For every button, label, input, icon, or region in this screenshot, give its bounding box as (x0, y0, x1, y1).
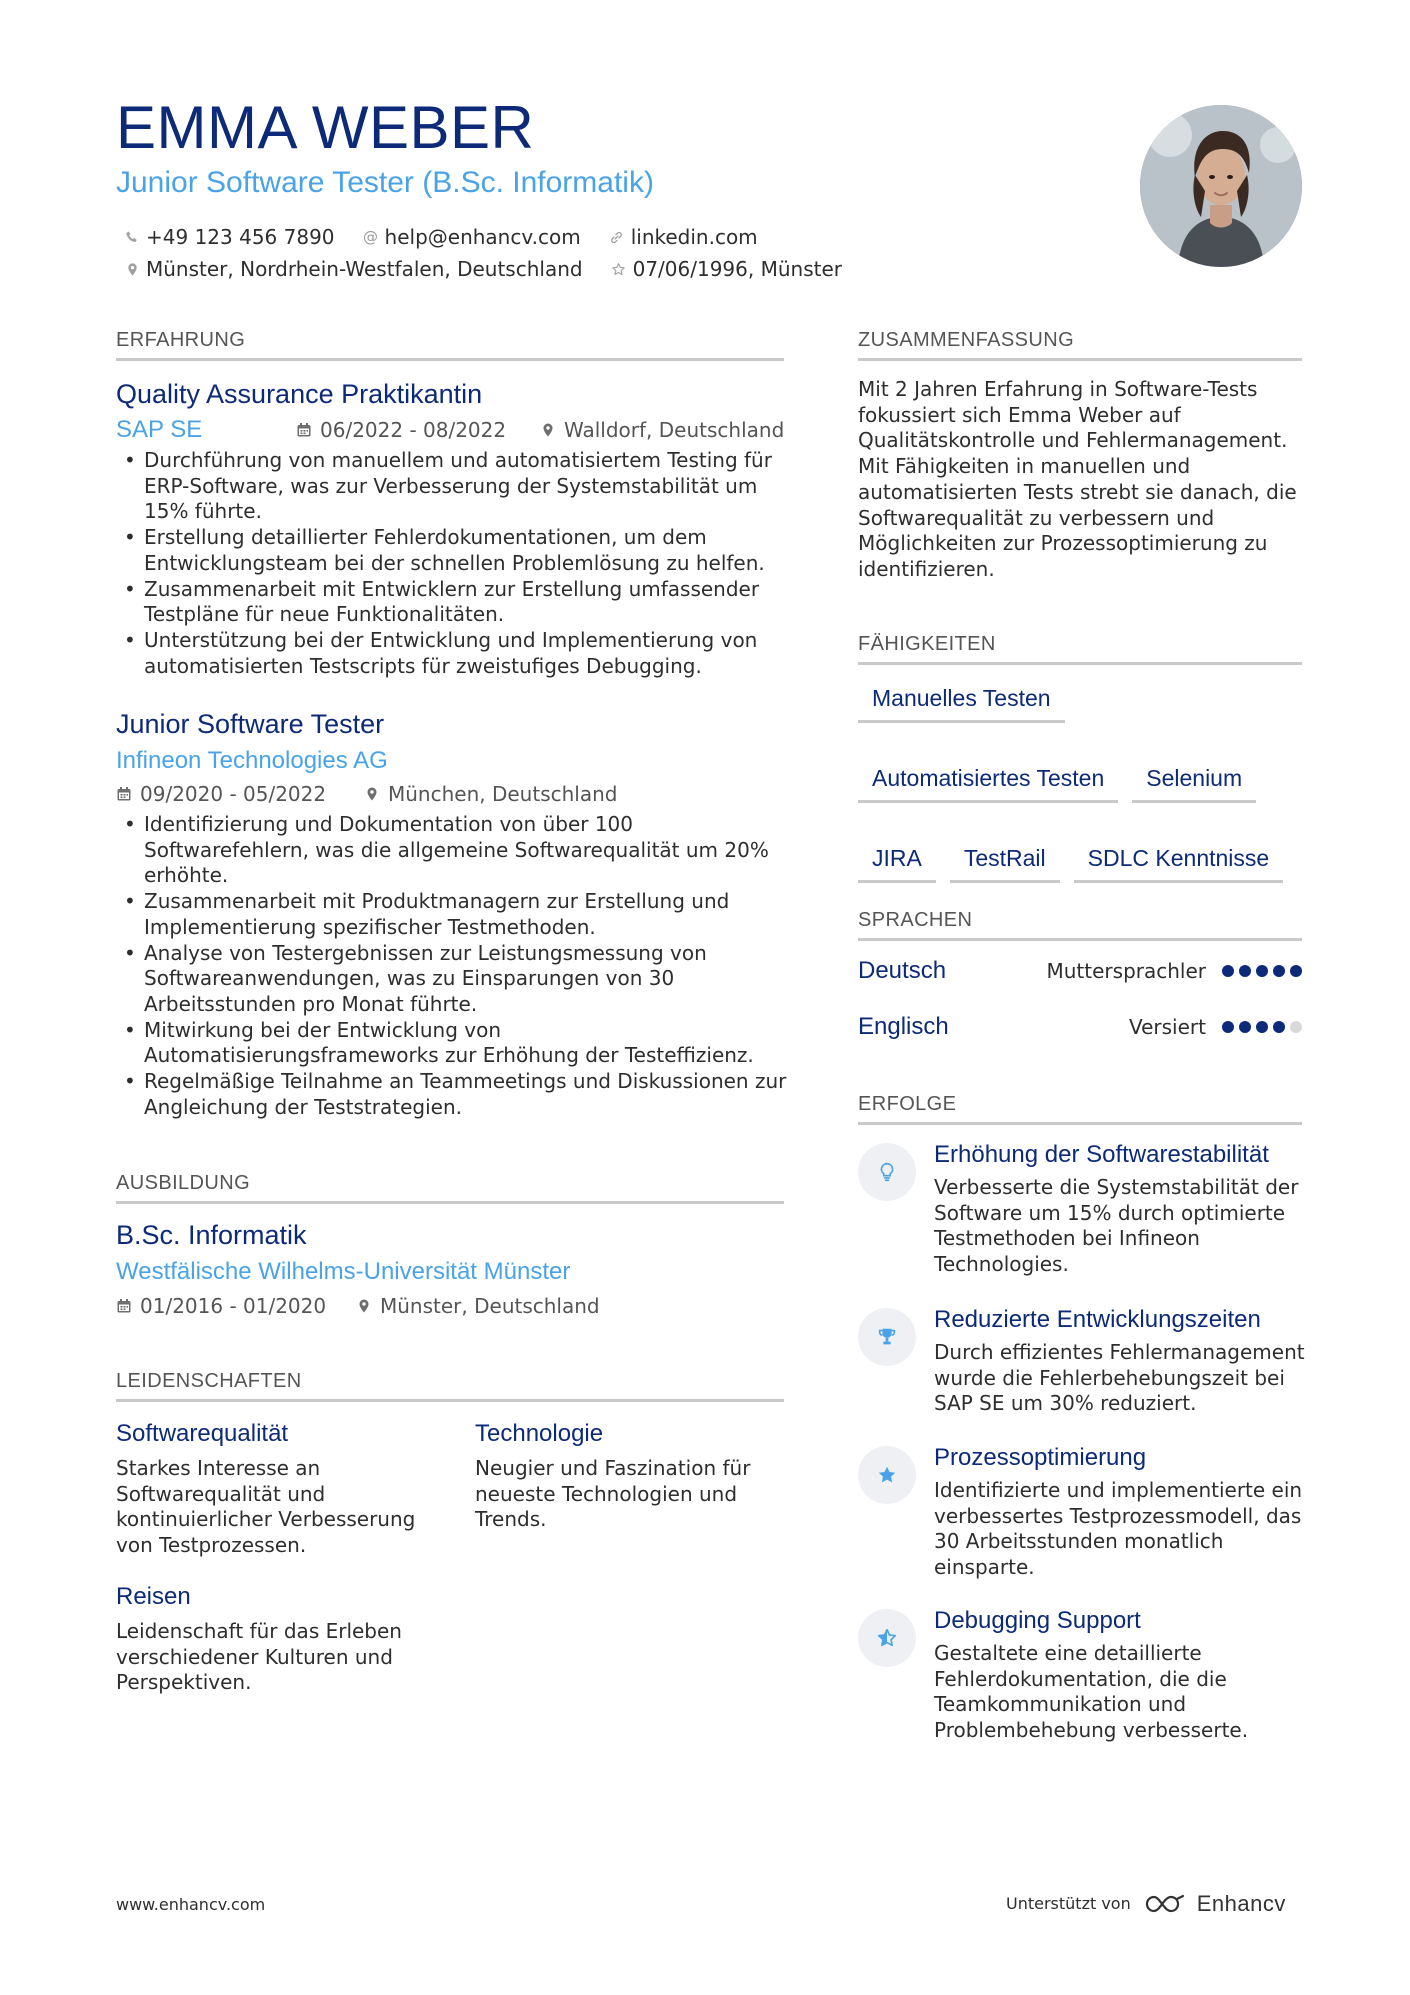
rating-dot (1273, 965, 1285, 977)
language-name: Englisch (858, 1013, 949, 1040)
rating-dot (1239, 1021, 1251, 1033)
contact-location (124, 259, 583, 279)
section-heading-passions: LEIDENSCHAFTEN (116, 1371, 784, 1402)
contact-website[interactable] (609, 227, 758, 247)
section-heading-education: AUSBILDUNG (116, 1173, 784, 1204)
location-pin-icon (124, 261, 140, 277)
calendar-icon (116, 786, 132, 802)
avatar (1140, 105, 1302, 267)
passion-item (116, 1585, 436, 1696)
list-item: • Mitwirkung bei der Entwicklung von Automatisierungsframeworks zur Erhöhung der Testeffizienz. (116, 1018, 796, 1069)
rating-dot (1273, 1021, 1285, 1033)
job-bullets (116, 448, 796, 679)
passion-title: Softwarequalität (116, 1420, 289, 1447)
trophy-icon (858, 1308, 916, 1366)
contact-email[interactable] (363, 227, 581, 247)
passion-text: Leidenschaft für das Erleben verschiedener Kulturen und Perspektiven. (116, 1619, 402, 1695)
education-location (356, 1296, 600, 1316)
list-item: • Durchführung von manuellem und automatisiertem Testing für ERP-Software, was zur Verbesserung der Systemstabilität um 15% führte. (116, 448, 796, 525)
rating-dot (1222, 1021, 1234, 1033)
contact-row-1 (124, 227, 758, 247)
job-title: Junior Software Tester (116, 709, 385, 739)
star-outline-icon (611, 261, 627, 277)
achievement-item (858, 1446, 1308, 1586)
language-name: Deutsch (858, 957, 947, 984)
contact-email-text: help@enhancv.com (384, 225, 581, 249)
skill-tag: Manuelles Testen (858, 683, 1065, 723)
section-heading-achievements: ERFOLGE (858, 1094, 1302, 1125)
list-item: • Erstellung detaillierter Fehlerdokumentationen, um dem Entwicklungsteam bei der schnellen Problemlösung zu helfen. (116, 525, 796, 576)
at-icon: @ (363, 227, 379, 246)
job-location-text: Walldorf, Deutschland (564, 418, 785, 442)
language-rating (1222, 965, 1302, 977)
list-item: • Unterstützung bei der Entwicklung und Implementierung von automatisierten Testscripts für zweistufiges Debugging. (116, 628, 796, 679)
job-title: Quality Assurance Praktikantin (116, 379, 483, 409)
achievement-title: Debugging Support (934, 1607, 1141, 1634)
achievement-item (858, 1143, 1308, 1283)
achievement-item (858, 1609, 1308, 1749)
rating-dot (1222, 965, 1234, 977)
brand-name: Enhancv (1196, 1891, 1286, 1916)
achievement-text: Durch effizientes Fehlermanagement wurde die Fehlerbehebungszeit bei SAP SE um 30% reduziert. (934, 1340, 1305, 1416)
job-location (364, 784, 617, 804)
job-location (540, 420, 784, 440)
brand-logo[interactable] (1143, 1892, 1286, 1916)
achievement-text: Verbesserte die Systemstabilität der Software um 15% durch optimierte Testmethoden bei Infineon Technologies. (934, 1175, 1299, 1277)
job-company: Infineon Technologies AG (116, 747, 388, 774)
contact-location-text: Münster, Nordrhein-Westfalen, Deutschland (146, 257, 583, 281)
job-location-text: München, Deutschland (388, 782, 618, 806)
candidate-name: EMMA WEBER (116, 94, 535, 161)
achievement-title: Erhöhung der Softwarestabilität (934, 1141, 1269, 1168)
language-row (858, 959, 1302, 983)
achievement-text: Gestaltete eine detaillierte Fehlerdokumentation, die die Teamkommunikation und Problembehebung verbesserte. (934, 1641, 1249, 1743)
star-half-icon (858, 1609, 916, 1667)
passion-text: Neugier und Faszination für neueste Technologien und Trends. (475, 1456, 751, 1532)
rating-dot (1290, 1021, 1302, 1033)
section-heading-skills: FÄHIGKEITEN (858, 634, 1302, 665)
candidate-title: Junior Software Tester (B.Sc. Informatik) (116, 166, 654, 199)
phone-icon (124, 229, 140, 245)
education-degree: B.Sc. Informatik (116, 1220, 307, 1250)
section-heading-summary: ZUSAMMENFASSUNG (858, 330, 1302, 361)
job-dates-text: 09/2020 - 05/2022 (140, 782, 327, 806)
skill-tag: JIRA (858, 843, 936, 883)
passion-title: Reisen (116, 1583, 191, 1610)
section-heading-experience: ERFAHRUNG (116, 330, 784, 361)
link-icon (609, 229, 625, 245)
calendar-icon (296, 422, 312, 438)
contact-website-text: linkedin.com (630, 225, 758, 249)
skill-tag: Selenium (1132, 763, 1256, 803)
contact-phone-text: +49 123 456 7890 (146, 225, 335, 249)
lightbulb-icon (858, 1143, 916, 1201)
location-pin-icon (540, 422, 556, 438)
achievement-title: Reduzierte Entwicklungszeiten (934, 1306, 1261, 1333)
passion-item (475, 1422, 795, 1533)
footer-website[interactable]: www.enhancv.com (116, 1895, 266, 1914)
footer-powered-by (1006, 1892, 1286, 1916)
calendar-icon (116, 1298, 132, 1314)
rating-dot (1256, 1021, 1268, 1033)
skill-tag: TestRail (950, 843, 1060, 883)
language-level: Versiert (1128, 1015, 1206, 1039)
passion-title: Technologie (475, 1420, 604, 1447)
education-dates-text: 01/2016 - 01/2020 (140, 1294, 327, 1318)
achievement-title: Prozessoptimierung (934, 1444, 1147, 1471)
language-rating (1222, 1021, 1302, 1033)
contact-birth (611, 259, 842, 279)
list-item: • Zusammenarbeit mit Produktmanagern zur Erstellung und Implementierung spezifischer Testmethoden. (116, 889, 796, 940)
section-heading-languages: SPRACHEN (858, 910, 1302, 941)
list-item: • Regelmäßige Teilnahme an Teammeetings und Diskussionen zur Angleichung der Teststrategien. (116, 1069, 796, 1120)
skill-tag: Automatisiertes Testen (858, 763, 1118, 803)
rating-dot (1256, 965, 1268, 977)
education-location-text: Münster, Deutschland (380, 1294, 600, 1318)
passion-item (116, 1422, 436, 1559)
education-dates (116, 1296, 326, 1316)
infinity-icon (1143, 1892, 1187, 1916)
list-item: • Zusammenarbeit mit Entwicklern zur Erstellung umfassender Testpläne für neue Funktionalitäten. (116, 577, 796, 628)
contact-phone[interactable] (124, 227, 335, 247)
language-level: Muttersprachler (1046, 959, 1206, 983)
summary-text: Mit 2 Jahren Erfahrung in Software-Tests fokussiert sich Emma Weber auf Qualitätskontrolle und Fehlermanagement. Mit Fähigkeiten in manuellen und automatisierten Tests strebt sie danach, die Softwarequalität zu verbessern und Möglichkeiten zur Prozessoptimierung zu identifizieren. (858, 377, 1297, 581)
job-dates-text: 06/2022 - 08/2022 (320, 418, 507, 442)
powered-by-text: Unterstützt von (1006, 1894, 1131, 1913)
skill-tag: SDLC Kenntnisse (1074, 843, 1284, 883)
location-pin-icon (356, 1298, 372, 1314)
language-row (858, 1015, 1302, 1039)
job-company: SAP SE (116, 416, 203, 443)
job-bullets (116, 812, 796, 1120)
contact-birth-text: 07/06/1996, Münster (632, 257, 842, 281)
location-pin-icon (364, 786, 380, 802)
star-icon (858, 1446, 916, 1504)
achievement-item (858, 1308, 1308, 1428)
job-dates (296, 420, 506, 440)
skills-list (858, 683, 1308, 883)
education-school: Westfälische Wilhelms-Universität Münster (116, 1258, 571, 1285)
list-item: • Analyse von Testergebnissen zur Leistungsmessung von Softwareanwendungen, was zu Einsparungen von 30 Arbeitsstunden pro Monat führte. (116, 941, 796, 1018)
achievement-text: Identifizierte und implementierte ein verbessertes Testprozessmodell, das 30 Arbeitsstunden monatlich einsparte. (934, 1478, 1303, 1580)
job-dates (116, 784, 326, 804)
contact-row-2 (124, 259, 842, 279)
rating-dot (1290, 965, 1302, 977)
list-item: • Identifizierung und Dokumentation von über 100 Softwarefehlern, was die allgemeine Softwarequalität um 20% erhöhte. (116, 812, 796, 889)
rating-dot (1239, 965, 1251, 977)
passion-text: Starkes Interesse an Softwarequalität und kontinuierlicher Verbesserung von Testprozessen. (116, 1456, 416, 1558)
